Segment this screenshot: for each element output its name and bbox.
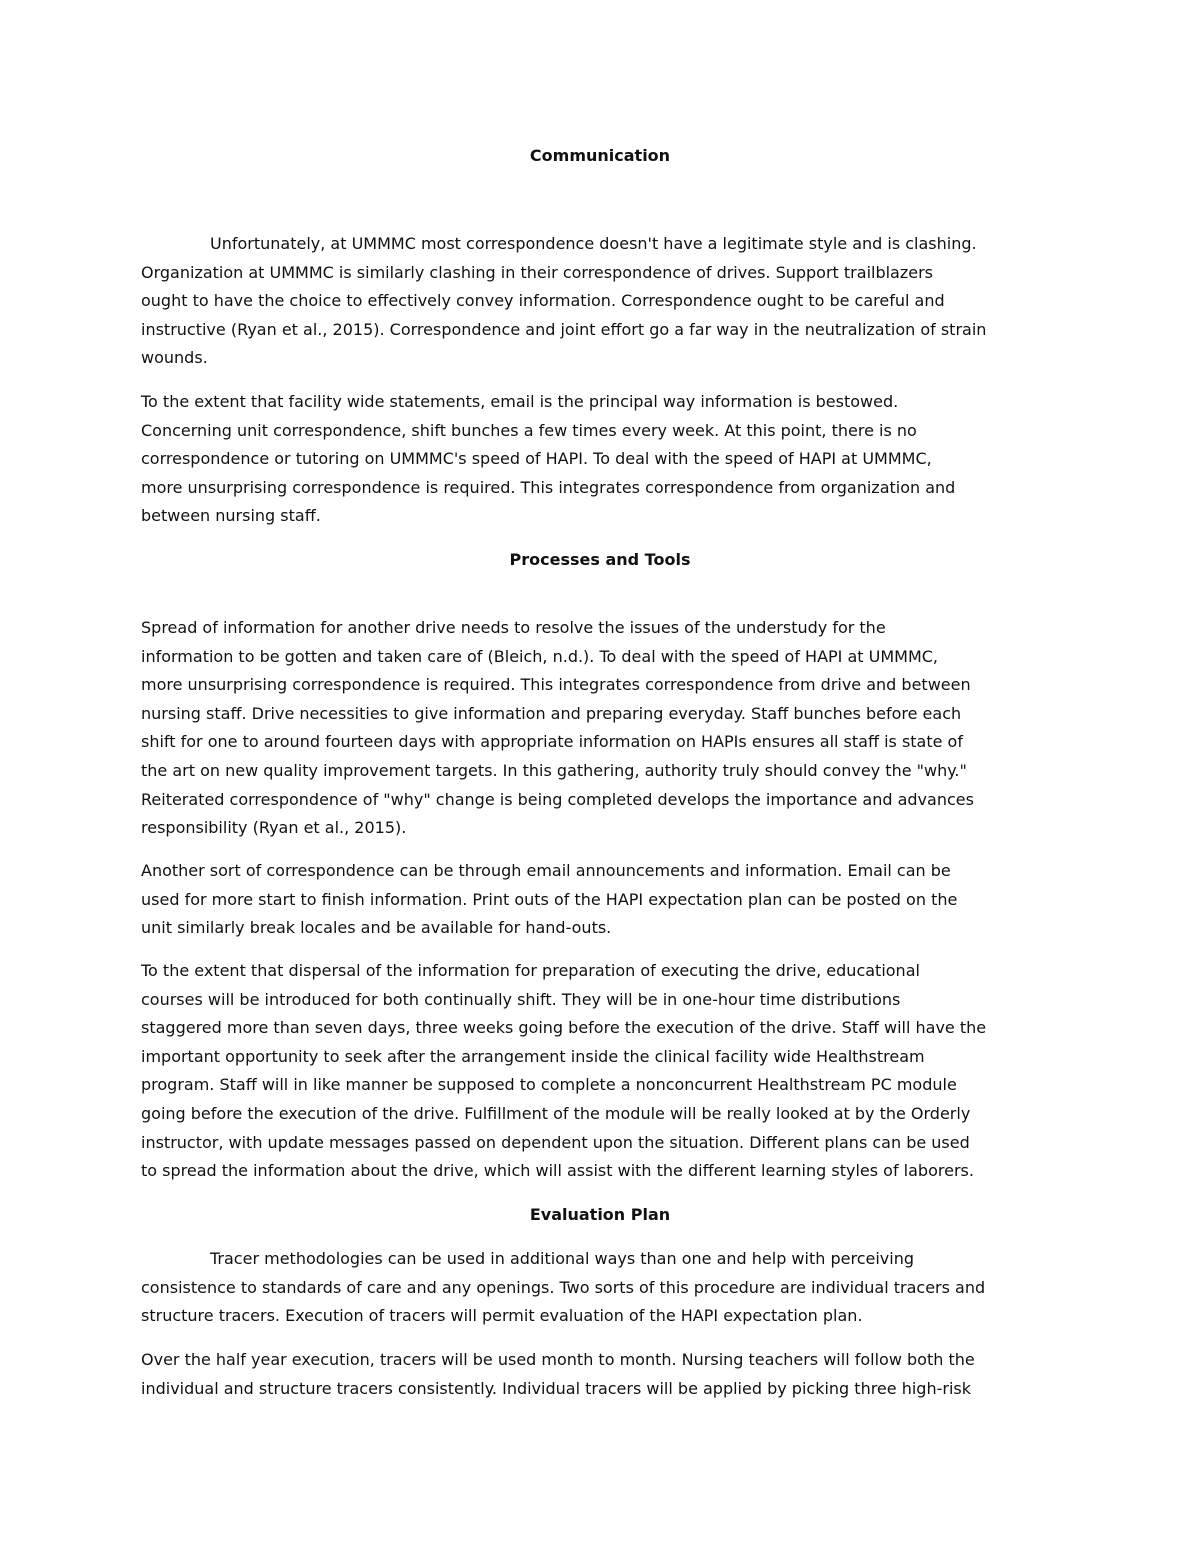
section-heading-communication: Communication bbox=[529, 146, 671, 165]
text-line: Unfortunately, at UMMMC most correspondence doesn't have a legitimate style and is clashing. bbox=[210, 234, 977, 253]
text-line: Spread of information for another drive needs to resolve the issues of the understudy for the bbox=[141, 618, 886, 637]
text-line: To the extent that dispersal of the information for preparation of executing the drive, educational bbox=[141, 961, 920, 980]
text-line: Tracer methodologies can be used in additional ways than one and help with perceiving bbox=[210, 1249, 914, 1268]
processes-paragraph-2 bbox=[141, 857, 1059, 943]
text-line: program. Staff will in like manner be supposed to complete a nonconcurrent Healthstream PC module bbox=[141, 1075, 957, 1095]
evaluation-paragraph-2 bbox=[141, 1346, 1059, 1403]
text-line: responsibility (Ryan et al., 2015). bbox=[141, 818, 407, 838]
processes-paragraph-3 bbox=[141, 957, 1059, 1186]
text-line: To the extent that facility wide statements, email is the principal way information is bestowed. bbox=[141, 392, 899, 411]
text-line: nursing staff. Drive necessities to give information and preparing everyday. Staff bunches before each bbox=[141, 703, 962, 723]
text-line: instructor, with update messages passed on dependent upon the situation. Different plans can be used bbox=[141, 1132, 970, 1152]
text-line: between nursing staff. bbox=[141, 506, 321, 526]
text-line: going before the execution of the drive. Fulfillment of the module will be really looked at by the Orderly bbox=[141, 1103, 971, 1123]
text-line: Concerning unit correspondence, shift bunches a few times every week. At this point, there is no bbox=[141, 420, 917, 440]
text-line: wounds. bbox=[141, 348, 208, 368]
text-line: Organization at UMMMC is similarly clashing in their correspondence of drives. Support trailblazers bbox=[141, 262, 934, 282]
document-page bbox=[141, 0, 1059, 1553]
text-line: unit similarly break locales and be available for hand-outs. bbox=[141, 918, 612, 938]
text-line: Another sort of correspondence can be through email announcements and information. Email can be bbox=[141, 861, 951, 880]
text-line: the art on new quality improvement targets. In this gathering, authority truly should convey the "why." bbox=[141, 760, 967, 780]
text-line: shift for one to around fourteen days with appropriate information on HAPIs ensures all staff is state of bbox=[141, 732, 963, 752]
text-line: used for more start to finish information. Print outs of the HAPI expectation plan can be posted on the bbox=[141, 889, 958, 909]
processes-paragraph-1 bbox=[141, 614, 1059, 843]
text-line: courses will be introduced for both continually shift. They will be in one-hour time distributions bbox=[141, 989, 901, 1009]
text-line: to spread the information about the drive, which will assist with the different learning styles of laborers. bbox=[141, 1161, 974, 1181]
text-line: individual and structure tracers consistently. Individual tracers will be applied by picking three high-risk bbox=[141, 1378, 971, 1398]
text-line: instructive (Ryan et al., 2015). Correspondence and joint effort go a far way in the neutralization of strain bbox=[141, 319, 987, 339]
communication-paragraph-2 bbox=[141, 388, 1059, 531]
text-line: consistence to standards of care and any openings. Two sorts of this procedure are individual tracers and bbox=[141, 1277, 986, 1297]
text-line: correspondence or tutoring on UMMMC's speed of HAPI. To deal with the speed of HAPI at UMMMC, bbox=[141, 449, 932, 469]
text-line: staggered more than seven days, three weeks going before the execution of the drive. Staff will have the bbox=[141, 1018, 987, 1038]
text-line: information to be gotten and taken care of (Bleich, n.d.). To deal with the speed of HAPI at UMMMC, bbox=[141, 646, 939, 666]
section-heading-processes-and-tools: Processes and Tools bbox=[509, 550, 691, 569]
text-line: Reiterated correspondence of "why" change is being completed develops the importance and advances bbox=[141, 789, 974, 809]
text-line: ought to have the choice to effectively convey information. Correspondence ought to be careful and bbox=[141, 291, 945, 311]
section-heading-evaluation-plan: Evaluation Plan bbox=[529, 1205, 671, 1224]
text-line: Over the half year execution, tracers will be used month to month. Nursing teachers will follow both the bbox=[141, 1350, 975, 1369]
text-line: more unsurprising correspondence is required. This integrates correspondence from organization and bbox=[141, 477, 956, 497]
evaluation-paragraph-1 bbox=[141, 1245, 1059, 1331]
text-line: structure tracers. Execution of tracers will permit evaluation of the HAPI expectation plan. bbox=[141, 1306, 863, 1326]
text-line: more unsurprising correspondence is required. This integrates correspondence from drive and between bbox=[141, 675, 971, 695]
communication-paragraph-1 bbox=[141, 230, 1059, 373]
text-line: important opportunity to seek after the arrangement inside the clinical facility wide Healthstream bbox=[141, 1046, 925, 1066]
